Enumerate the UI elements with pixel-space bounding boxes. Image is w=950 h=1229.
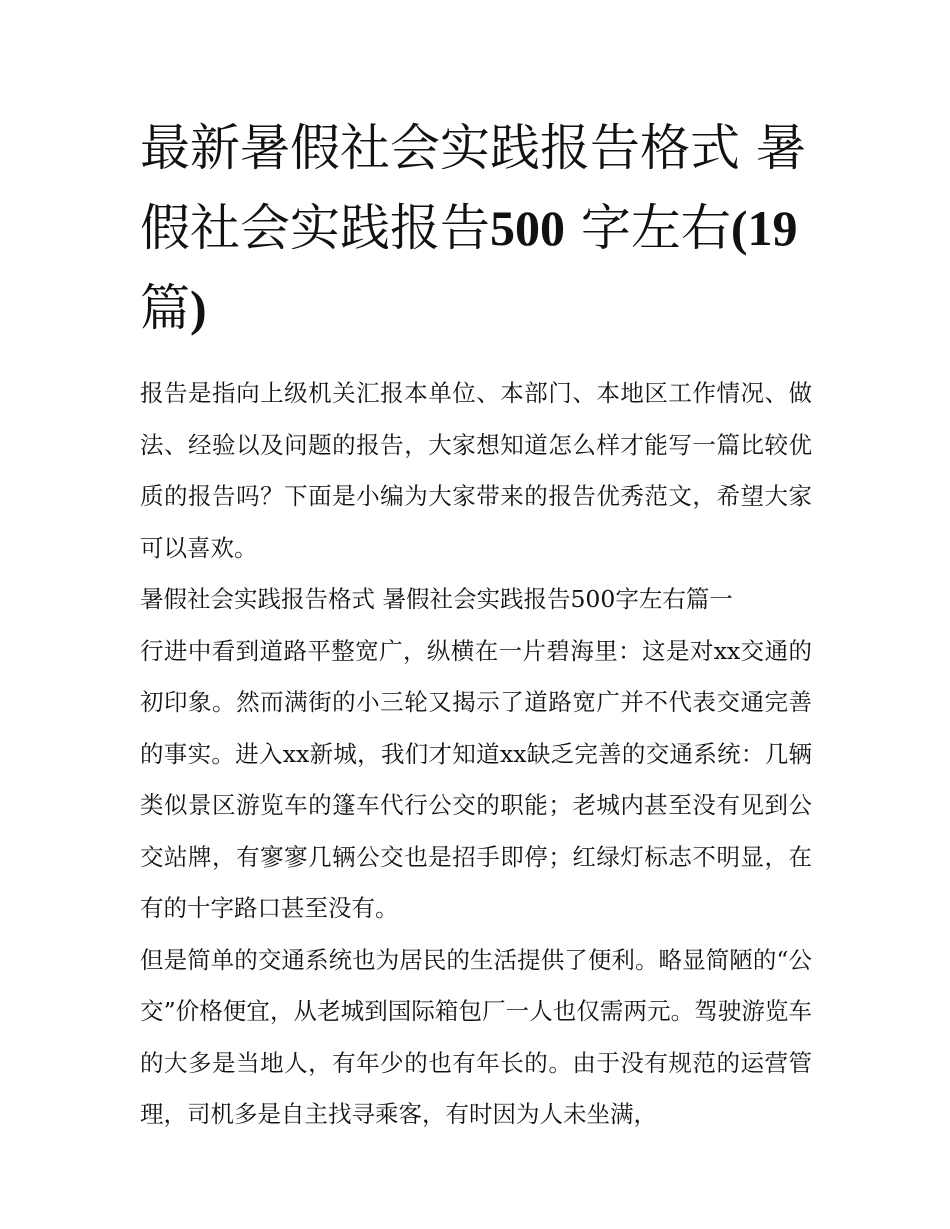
section-heading: 暑假社会实践报告格式 暑假社会实践报告500字左右篇一: [140, 585, 733, 613]
body-paragraph-2: 但是简单的交通系统也为居民的生活提供了便利。略显简陋的“公交”价格便宜，从老城到国际箱包厂一人也仅需两元。驾驶游览车的大多是当地人，有年少的也有年长的。由于没有规范的运营管理，司机多是自主找寻乘客，有时因为人未坐满，: [140, 945, 812, 1128]
title-part-3: 字左右: [565, 199, 731, 257]
document-page: [140, 108, 812, 1141]
title-part-5: 篇: [140, 279, 190, 337]
body-paragraph-1: 行进中看到道路平整宽广，纵横在一片碧海里：这是对xx交通的初印象。然而满街的小三轮又揭示了道路宽广并不代表交通完善的事实。进入xx新城，我们才知道xx缺乏完善的交通系统：几辆类似景区游览车的篷车代行公交的职能；老城内甚至没有见到公交站牌，有寥寥几辆公交也是招手即停；红绿灯标志不明显，在有的十字路口甚至没有。: [140, 636, 812, 922]
intro-paragraph: 报告是指向上级机关汇报本单位、本部门、本地区工作情况、做法、经验以及问题的报告，大家想知道怎么样才能写一篇比较优质的报告吗？下面是小编为大家带来的报告优秀范文，希望大家可以喜欢。: [140, 379, 812, 562]
title-part-2: 500: [490, 200, 565, 256]
title-part-6: ): [190, 280, 207, 336]
document-title: [140, 108, 812, 348]
title-part-4: (19: [730, 200, 798, 256]
title-part-1: 最新暑假社会实践报告格式 暑假社会实践报告: [140, 119, 806, 257]
